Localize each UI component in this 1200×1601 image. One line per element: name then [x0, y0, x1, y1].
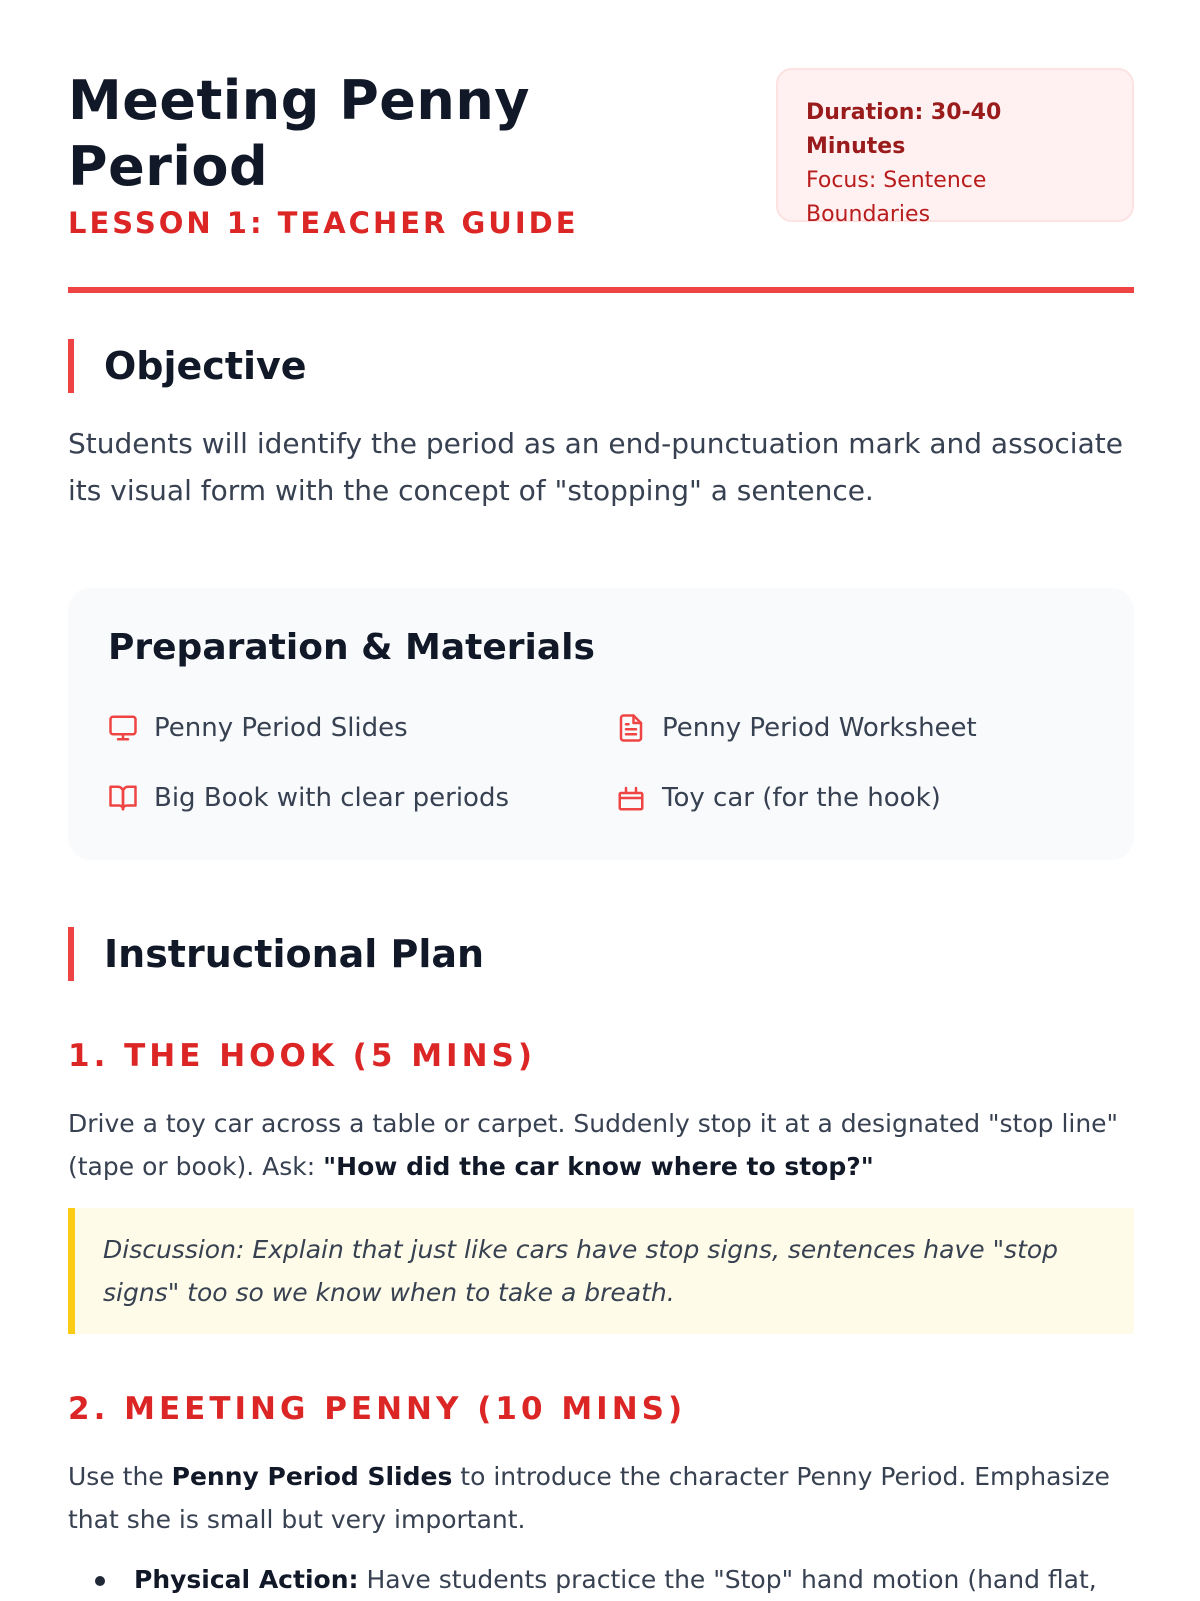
lesson-meta-card: [776, 68, 1134, 227]
material-item-toy-car: [616, 778, 941, 818]
material-label: Big Book with clear periods: [154, 783, 509, 813]
book-open-icon: [108, 783, 138, 813]
material-label: Penny Period Worksheet: [662, 713, 977, 743]
bullet-label: Physical Action:: [134, 1565, 359, 1594]
materials-list: [108, 698, 1094, 848]
discussion-callout: Discussion: Explain that just like cars have stop signs, sentences have "stop signs" too so we know when to take a breath.: [68, 1208, 1134, 1334]
objective-heading: Objective: [68, 339, 307, 393]
lesson-subtitle: LESSON 1: TEACHER GUIDE: [68, 206, 579, 240]
step-2-bullets: [68, 1558, 1134, 1601]
materials-heading: Preparation & Materials: [108, 627, 595, 668]
duration-text: Duration: 30-40 Minutes: [806, 100, 1002, 159]
bullet-text: Have students practice the "Stop" hand motion (hand flat,: [358, 1565, 1097, 1594]
teacher-guide-page: [68, 0, 1134, 1594]
material-label: Toy car (for the hook): [662, 783, 941, 813]
material-item-big-book: [108, 778, 509, 818]
material-label: Penny Period Slides: [154, 713, 408, 743]
list-item: [68, 1558, 1134, 1601]
step-2-slides-ref: Penny Period Slides: [171, 1462, 453, 1491]
step-2-text: [68, 1455, 1134, 1541]
step-1-question: "How did the car know where to stop?": [323, 1152, 874, 1181]
gift-box-icon: [616, 783, 646, 813]
material-item-worksheet: [616, 708, 977, 748]
page-title: Meeting Penny Period: [68, 69, 530, 198]
monitor-icon: [108, 713, 138, 743]
step-2-text-part: Use the: [68, 1462, 172, 1491]
document-icon: [616, 713, 646, 743]
instructional-plan-heading: Instructional Plan: [68, 927, 484, 981]
step-1-text-part: Drive a toy car across a table or carpet. Suddenly stop it at a designated "stop line" (tape or book). Ask:: [68, 1109, 1119, 1181]
step-2-text-part: to introduce the character Penny Period. Emphasize that she is small but very important.: [68, 1462, 1110, 1534]
step-2-title: 2. MEETING PENNY (10 MINS): [68, 1391, 687, 1427]
material-item-slides: [108, 708, 408, 748]
materials-panel: [68, 588, 1134, 860]
header-divider: [68, 287, 1134, 293]
objective-text: Students will identify the period as an end-punctuation mark and associate its visual form with the concept of "stopping" a sentence.: [68, 427, 1123, 507]
step-1-text: [68, 1102, 1134, 1188]
guide-header: [68, 0, 1134, 294]
focus-text: Focus: Sentence Boundaries: [806, 168, 987, 227]
step-1-title: 1. THE HOOK (5 MINS): [68, 1038, 537, 1074]
